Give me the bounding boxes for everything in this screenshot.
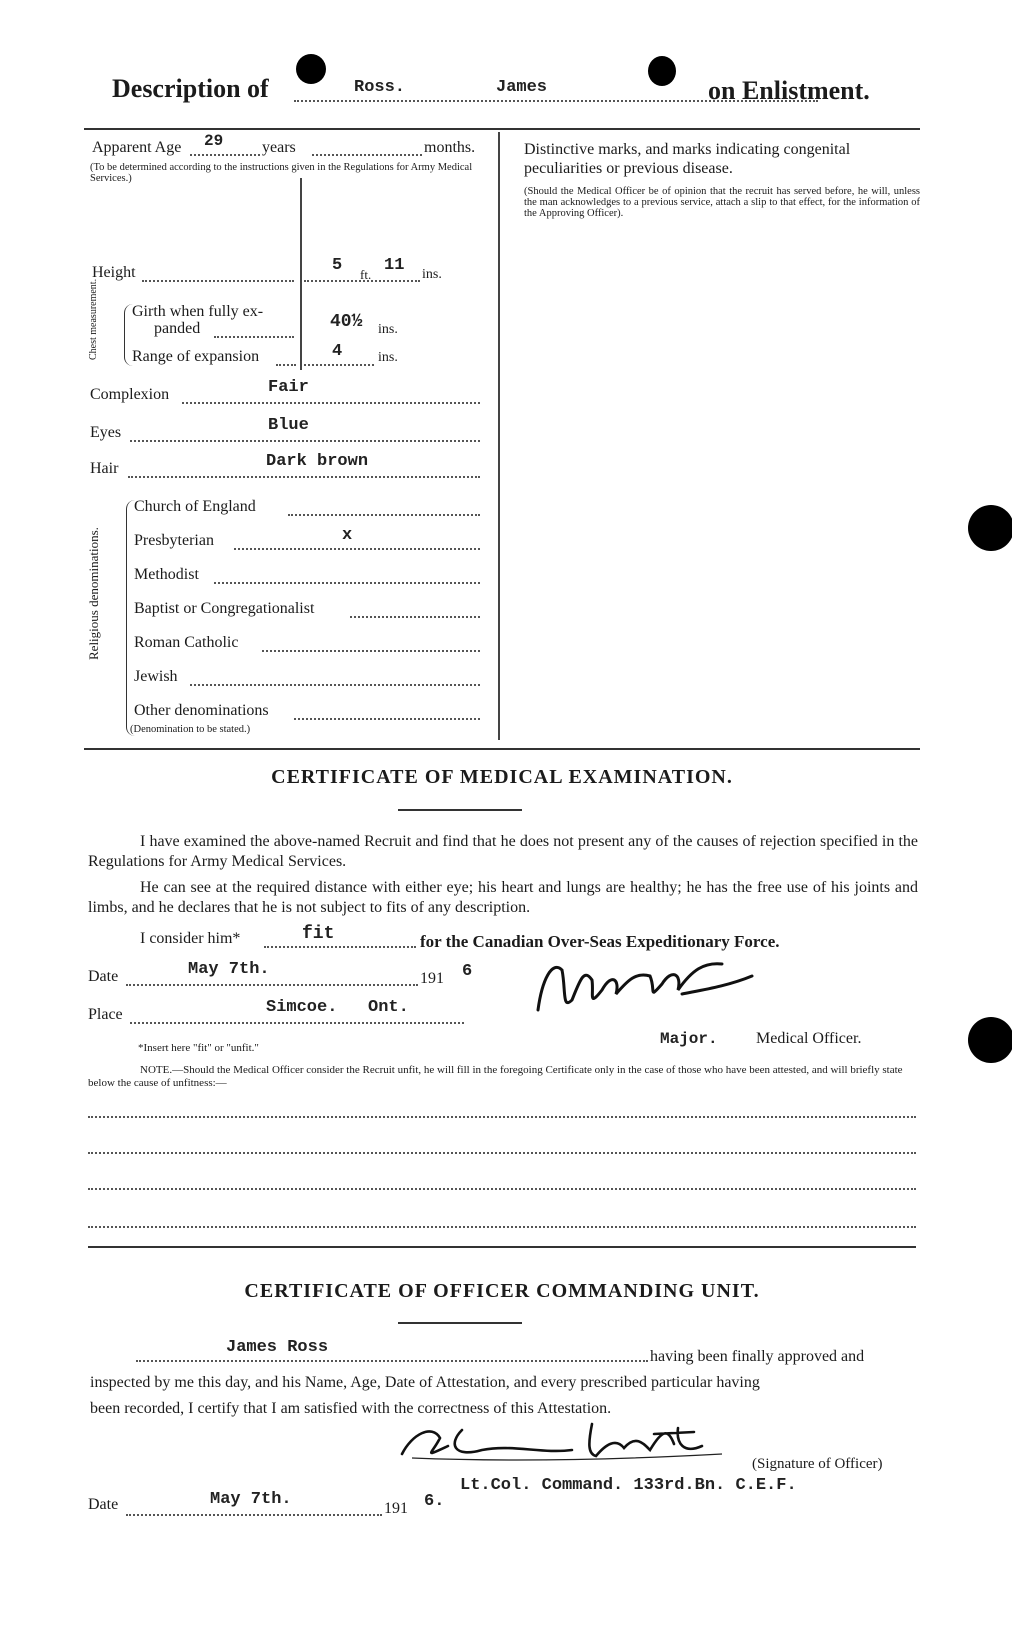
medical-date-value: May 7th.: [188, 960, 270, 979]
commanding-heading: CERTIFICATE OF OFFICER COMMANDING UNIT.: [244, 1280, 760, 1302]
ft-label: ft.: [360, 267, 372, 282]
religion-row: Church of England: [134, 498, 480, 520]
denomination-note: (Denomination to be stated.): [130, 724, 251, 735]
girth-unit: ins.: [378, 322, 398, 337]
surname-value: Ross.: [354, 78, 406, 97]
medical-heading: CERTIFICATE OF MEDICAL EXAMINATION.: [271, 766, 733, 788]
unfitness-line: [88, 1116, 916, 1118]
hair-value: Dark brown: [266, 452, 369, 471]
chest-divider: [300, 178, 302, 370]
place-label: Place: [88, 1006, 123, 1023]
bottom-rule: [84, 748, 920, 750]
religion-side-label: Religious denominations.: [86, 527, 101, 660]
years-label: years: [262, 139, 296, 156]
religion-row: Jewish: [134, 668, 480, 690]
unfitness-line: [88, 1152, 916, 1154]
eyes-label: Eyes: [90, 424, 122, 441]
consider-label: I consider him*: [140, 930, 241, 947]
center-divider: [498, 132, 500, 740]
age-value: 29: [204, 132, 224, 150]
top-rule: [84, 128, 920, 130]
medical-officer-label: Medical Officer.: [756, 1030, 862, 1047]
inspected-text: inspected by me this day, and his Name, Age, Date of Attestation, and every prescribed particular having: [90, 1374, 760, 1391]
commanding-date-label: Date: [88, 1496, 119, 1513]
binder-hole-top: [968, 505, 1012, 551]
height-feet: 5: [332, 256, 343, 275]
unfit-note: NOTE.—Should the Medical Officer consider the Recruit unfit, he will fill in the foregoing Certificate only in the case of those who have been attested, and will briefly state below the cause of unfitness:—: [88, 1064, 903, 1089]
unfitness-line: [88, 1188, 916, 1190]
binder-hole-bottom: [968, 1017, 1012, 1063]
insert-note: *Insert here "fit" or "unfit.": [138, 1042, 259, 1054]
age-note: (To be determined according to the instructions given in the Regulations for Army Medical Services.): [90, 162, 473, 184]
height-ins-label: ins.: [422, 267, 442, 282]
girth-value: 40½: [330, 312, 363, 332]
title-prefix: Description of: [112, 74, 269, 103]
religion-row: Baptist or Congregationalist: [134, 600, 480, 622]
form-title: [112, 74, 912, 110]
presbyterian-mark: x: [342, 526, 353, 545]
medical-year-digit: 6: [462, 962, 473, 981]
chest-side-label: Chest measurement.: [88, 278, 99, 360]
height-label: Height: [92, 264, 136, 281]
girth-label-line2: panded: [154, 320, 201, 337]
marks-note: (Should the Medical Officer be of opinion that the recruit has served before, he will, unless the man acknowledges to a previous service, attach a slip to that effect, for the information of the Approving Officer).: [524, 186, 920, 219]
months-label: months.: [424, 139, 476, 156]
height-inches: 11: [384, 256, 405, 275]
religion-row: Presbyterian x: [134, 532, 480, 554]
commanding-year-digit: 6.: [424, 1492, 445, 1511]
religion-row: Roman Catholic: [134, 634, 480, 656]
force-label: for the Canadian Over-Seas Expeditionary Force.: [420, 932, 780, 951]
medical-date-label: Date: [88, 968, 119, 985]
religion-row: Other denominations: [134, 702, 480, 724]
commanding-date-value: May 7th.: [210, 1490, 292, 1509]
range-value: 4: [332, 342, 343, 361]
girth-label-line1: Girth when fully ex-: [132, 303, 264, 320]
range-unit: ins.: [378, 350, 398, 365]
eyes-value: Blue: [268, 416, 309, 435]
range-label: Range of expansion: [132, 348, 260, 365]
marks-label: Distinctive marks, and marks indicating congenital peculiarities or previous disease.: [524, 141, 851, 177]
age-label: Apparent Age: [92, 139, 182, 156]
complexion-value: Fair: [268, 378, 309, 397]
signature-label: (Signature of Officer): [752, 1456, 883, 1472]
approved-text: having been finally approved and: [650, 1348, 865, 1365]
fitness-value: fit: [302, 924, 335, 944]
medical-para1: I have examined the above-named Recruit and find that he does not present any of the causes of rejection specified in the Regulations for Army Medical Services.: [88, 833, 918, 870]
recruit-name-value: James Ross: [226, 1338, 329, 1357]
given-name-value: James: [496, 78, 548, 97]
certify-text: been recorded, I certify that I am satisfied with the correctness of this Attestation.: [90, 1400, 612, 1417]
medical-officer-signature: [532, 950, 772, 1030]
title-suffix: on Enlistment.: [708, 76, 870, 105]
hair-label: Hair: [90, 460, 119, 477]
officer-title-value: Lt.Col. Command. 133rd.Bn. C.E.F.: [460, 1476, 797, 1495]
unfitness-line: [88, 1226, 916, 1228]
religion-row: Methodist: [134, 566, 480, 588]
commanding-year-prefix: 191: [384, 1500, 408, 1517]
medical-para2: He can see at the required distance with either eye; his heart and lungs are healthy; he has the free use of his joints and limbs, and he declares that he is not subject to fits of any description.: [88, 879, 918, 916]
commanding-officer-signature: [392, 1414, 732, 1470]
complexion-label: Complexion: [90, 386, 170, 403]
medical-officer-rank: Major.: [660, 1030, 718, 1048]
medical-year-prefix: 191: [420, 970, 444, 987]
place-value: Simcoe. Ont.: [266, 998, 409, 1017]
